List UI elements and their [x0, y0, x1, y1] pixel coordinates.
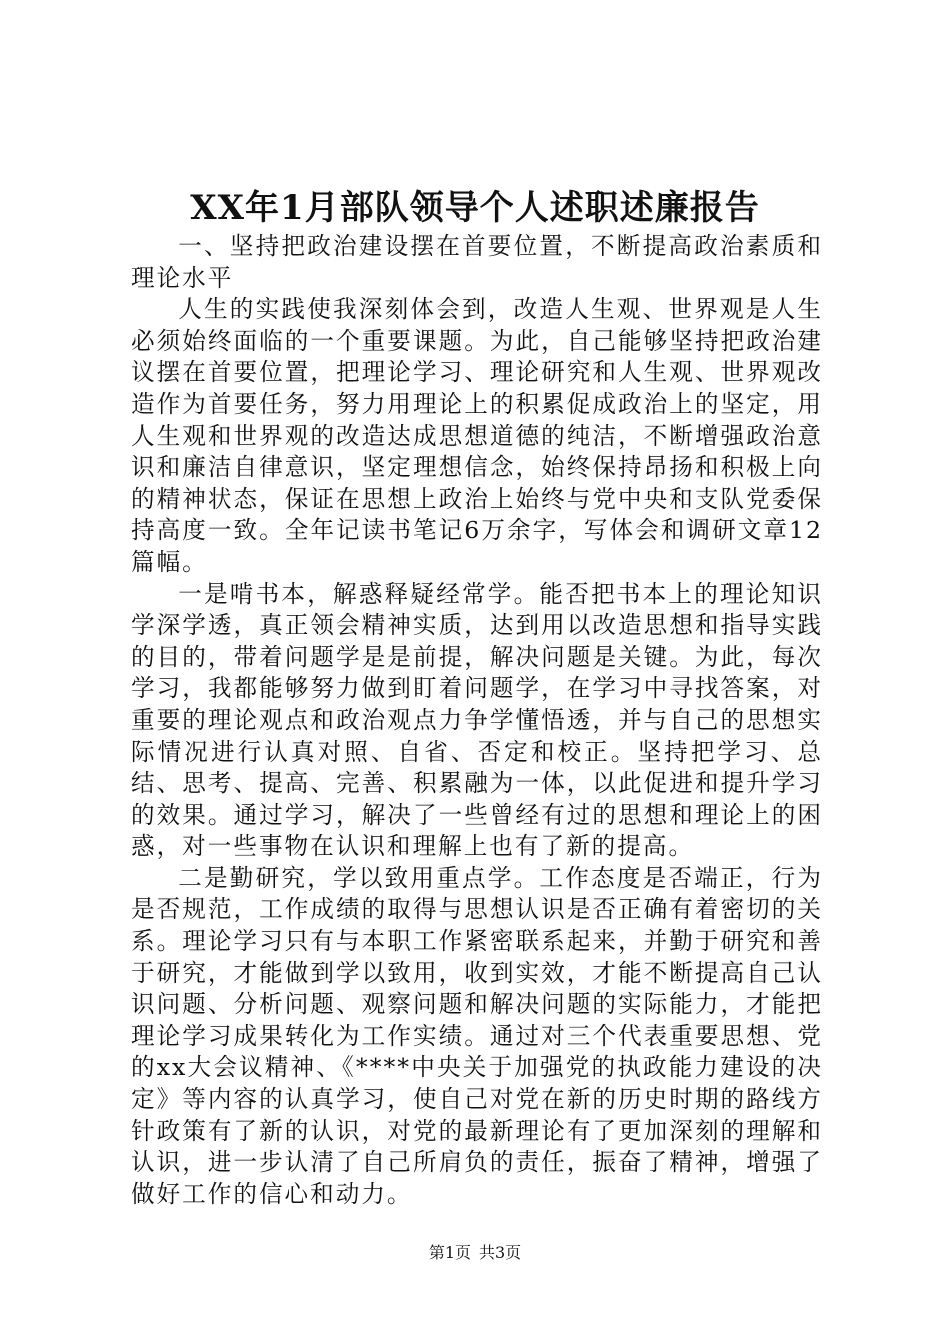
page-total: 共3页	[479, 1243, 522, 1262]
page-number: 第1页	[428, 1243, 471, 1262]
body-paragraph: 人生的实践使我深刻体会到，改造人生观、世界观是人生必须始终面临的一个重要课题。为此，自己能够坚持把政治建议摆在首要位置，把理论学习、理论研究和人生观、世界观改造作为首要任务，努力用理论上的积累促成政治上的坚定，用人生观和世界观的改造达成思想道德的纯洁，不断增强政治意识和廉洁自律意识，坚定理想信念，始终保持昂扬和积极上向的精神状态，保证在思想上政治上始终与党中央和支队党委保持高度一致。全年记读书笔记6万余字，写体会和调研文章12篇幅。	[131, 295, 823, 576]
page-footer	[0, 1243, 950, 1263]
document-body	[131, 231, 823, 1210]
document-title: XX年1月部队领导个人述职述廉报告	[190, 188, 760, 228]
body-paragraph: 二是勤研究，学以致用重点学。工作态度是否端正，行为是否规范，工作成绩的取得与思想认识是否正确有着密切的关系。理论学习只有与本职工作紧密联系起来，并勤于研究和善于研究，才能做到学以致用，收到实效，才能不断提高自己认识问题、分析问题、观察问题和解决问题的实际能力，才能把理论学习成果转化为工作实绩。通过对三个代表重要思想、党的xx大会议精神、《****中央关于加强党的执政能力建设的决定》等内容的认真学习，使自己对党在新的历史时期的路线方针政策有了新的认识，对党的最新理论有了更加深刻的理解和认识，进一步认清了自己所肩负的责任，振奋了精神，增强了做好工作的信心和动力。	[131, 863, 823, 1208]
body-paragraph: 一是啃书本，解惑释疑经常学。能否把书本上的理论知识学深学透，真正领会精神实质，达到用以改造思想和指导实践的目的，带着问题学是是前提，解决问题是关键。为此，每次学习，我都能够努力做到盯着问题学，在学习中寻找答案，对重要的理论观点和政治观点力争学懂悟透，并与自己的思想实际情况进行认真对照、自省、否定和校正。坚持把学习、总结、思考、提高、完善、积累融为一体，以此促进和提升学习的效果。通过学习，解决了一些曾经有过的思想和理论上的困惑，对一些事物在认识和理解上也有了新的提高。	[131, 579, 823, 861]
section-heading: 一、坚持把政治建设摆在首要位置，不断提高政治素质和理论水平	[131, 232, 823, 292]
